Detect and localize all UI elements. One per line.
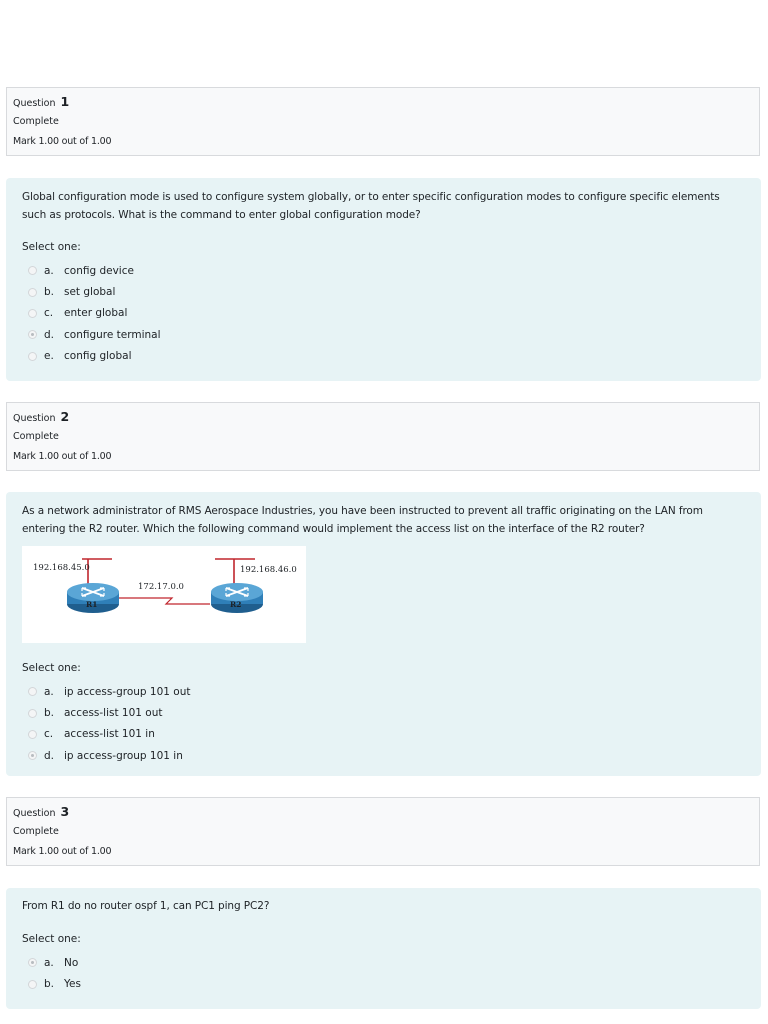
radio-button-icon[interactable] bbox=[28, 751, 37, 760]
question-grade: Mark 1.00 out of 1.00 bbox=[13, 451, 112, 462]
option-text: Yes bbox=[64, 978, 81, 991]
answer-options bbox=[22, 952, 745, 995]
router-left-label: R1 bbox=[86, 600, 98, 609]
question-state: Complete bbox=[13, 116, 59, 127]
answer-option-a[interactable] bbox=[22, 952, 745, 973]
radio-button-icon[interactable] bbox=[28, 709, 37, 718]
option-letter: b. bbox=[44, 286, 55, 299]
question-grade: Mark 1.00 out of 1.00 bbox=[13, 136, 112, 147]
answer-option-b[interactable] bbox=[22, 973, 745, 994]
answer-option-d[interactable] bbox=[22, 745, 745, 766]
answer-option-d[interactable] bbox=[22, 324, 745, 345]
option-text: No bbox=[64, 956, 79, 969]
option-letter: e. bbox=[44, 350, 54, 363]
radio-button-icon[interactable] bbox=[28, 330, 37, 339]
question-number: 1 bbox=[60, 94, 70, 109]
question-grade: Mark 1.00 out of 1.00 bbox=[13, 846, 112, 857]
question-number: 3 bbox=[60, 804, 70, 819]
answer-option-e[interactable] bbox=[22, 346, 745, 367]
option-letter: a. bbox=[44, 685, 54, 698]
select-one-prompt: Select one: bbox=[22, 662, 81, 674]
option-letter: c. bbox=[44, 307, 54, 320]
question-text: Global configuration mode is used to configure system globally, or to enter specific configuration modes to configure specific elements such as protocols. What is the command to enter global configuration mode? bbox=[22, 191, 720, 221]
question-text: From R1 do no router ospf 1, can PC1 ping PC2? bbox=[22, 900, 270, 912]
question-state: Complete bbox=[13, 431, 59, 442]
radio-button-icon[interactable] bbox=[28, 958, 37, 967]
question-info-3 bbox=[6, 797, 760, 866]
question-number-line bbox=[13, 95, 753, 111]
option-letter: c. bbox=[44, 728, 54, 741]
router-right-label: R2 bbox=[230, 600, 242, 609]
question-state: Complete bbox=[13, 826, 59, 837]
answer-option-a[interactable] bbox=[22, 681, 745, 702]
option-letter: a. bbox=[44, 264, 54, 277]
option-text: enter global bbox=[64, 307, 128, 320]
option-text: config global bbox=[64, 350, 132, 363]
option-letter: b. bbox=[44, 978, 55, 991]
option-text: access-list 101 in bbox=[64, 728, 155, 741]
option-letter: d. bbox=[44, 749, 55, 762]
question-number-line bbox=[13, 805, 753, 821]
option-letter: b. bbox=[44, 707, 55, 720]
option-text: ip access-group 101 out bbox=[64, 685, 191, 698]
network-diagram bbox=[22, 546, 306, 643]
question-number: 2 bbox=[60, 409, 70, 424]
lan-right-label: 192.168.46.0 bbox=[240, 565, 297, 575]
question-content-3 bbox=[6, 888, 761, 1009]
option-text: config device bbox=[64, 264, 134, 277]
option-letter: d. bbox=[44, 328, 55, 341]
serial-link bbox=[118, 598, 210, 604]
option-text: set global bbox=[64, 286, 116, 299]
select-one-prompt: Select one: bbox=[22, 241, 81, 253]
question-content-1 bbox=[6, 178, 761, 381]
question-number-line bbox=[13, 410, 753, 426]
option-text: access-list 101 out bbox=[64, 707, 163, 720]
answer-option-b[interactable] bbox=[22, 702, 745, 723]
answer-options bbox=[22, 260, 745, 367]
radio-button-icon[interactable] bbox=[28, 288, 37, 297]
question-label: Question bbox=[13, 808, 56, 819]
question-info-1 bbox=[6, 87, 760, 156]
answer-option-b[interactable] bbox=[22, 281, 745, 302]
option-text: configure terminal bbox=[64, 328, 161, 341]
link-label: 172.17.0.0 bbox=[138, 582, 184, 592]
radio-button-icon[interactable] bbox=[28, 266, 37, 275]
question-content-2 bbox=[6, 492, 761, 776]
answer-option-c[interactable] bbox=[22, 724, 745, 745]
radio-button-icon[interactable] bbox=[28, 309, 37, 318]
radio-button-icon[interactable] bbox=[28, 687, 37, 696]
question-text: As a network administrator of RMS Aerospace Industries, you have been instructed to prevent all traffic originating on the LAN from entering the R2 router. Which the following command would implement the access list on the interface of the R2 router? bbox=[22, 505, 703, 535]
radio-button-icon[interactable] bbox=[28, 352, 37, 361]
option-letter: a. bbox=[44, 956, 54, 969]
answer-option-a[interactable] bbox=[22, 260, 745, 281]
question-info-2 bbox=[6, 402, 760, 471]
question-label: Question bbox=[13, 98, 56, 109]
answer-option-c[interactable] bbox=[22, 303, 745, 324]
lan-left-label: 192.168.45.0 bbox=[33, 563, 90, 573]
network-diagram-graphic bbox=[22, 546, 306, 643]
radio-button-icon[interactable] bbox=[28, 980, 37, 989]
radio-button-icon[interactable] bbox=[28, 730, 37, 739]
question-label: Question bbox=[13, 413, 56, 424]
answer-options bbox=[22, 681, 745, 767]
option-text: ip access-group 101 in bbox=[64, 749, 183, 762]
select-one-prompt: Select one: bbox=[22, 933, 81, 945]
